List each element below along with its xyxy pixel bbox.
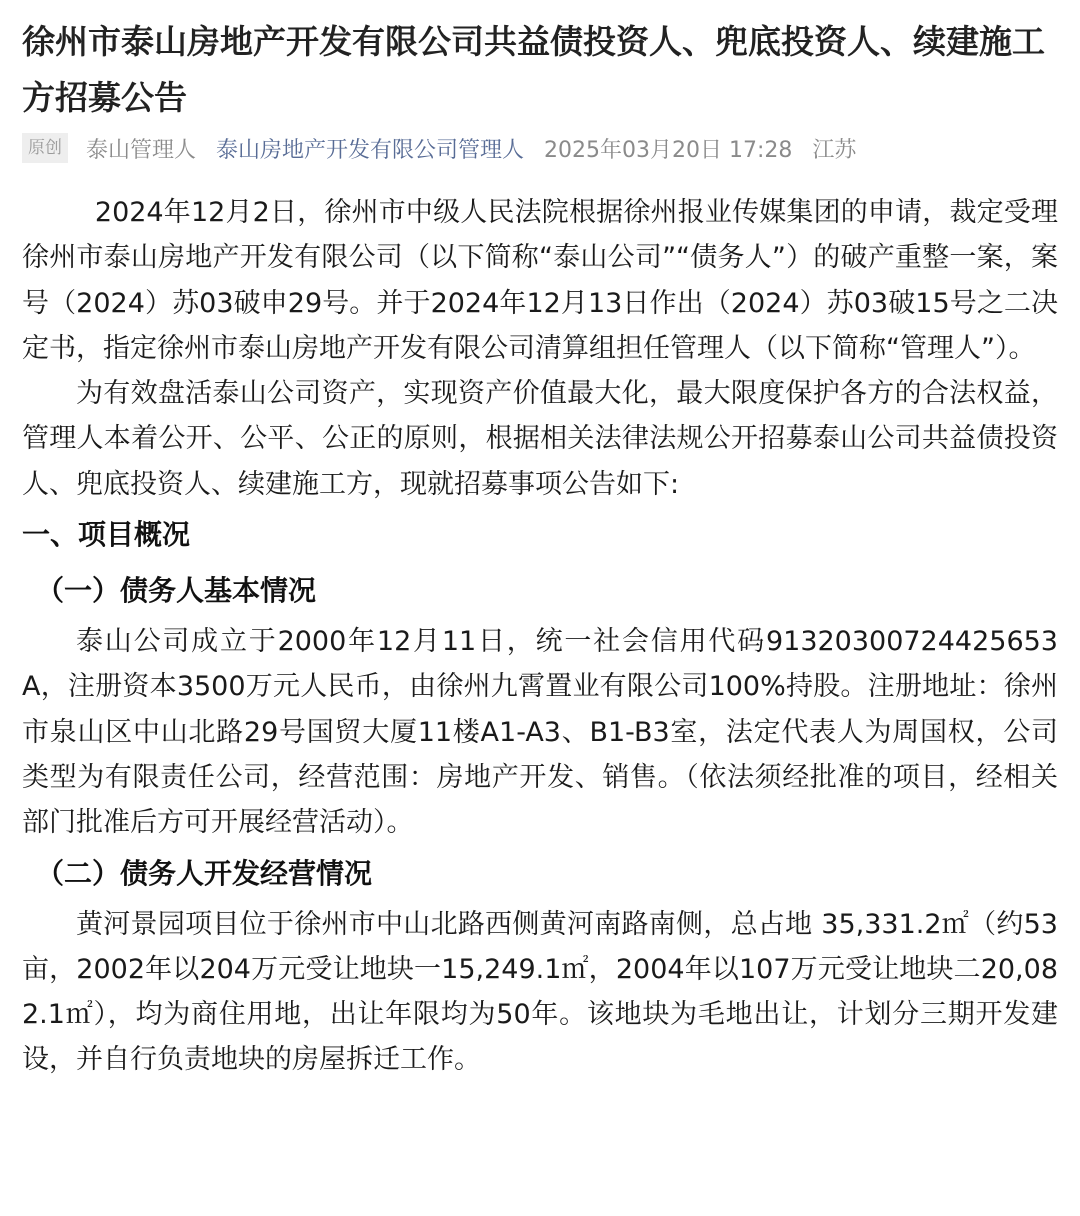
author-name: 泰山管理人 <box>86 137 197 163</box>
account-name-link[interactable]: 泰山房地产开发有限公司管理人 <box>216 137 525 163</box>
paragraph-2: 为有效盘活泰山公司资产，实现资产价值最大化，最大限度保护各方的合法权益，管理人本着公开、公平、公正的原则，根据相关法律法规公开招募泰山公司共益债投资人、兜底投资人、续建施工方，现就招募事项公告如下: <box>22 378 1058 500</box>
publish-time: 2025年03月20日 17:28 <box>544 137 793 163</box>
original-badge: 原创 <box>22 133 68 163</box>
paragraph-3: 泰山公司成立于2000年12月11日，统一社会信用代码91320300724425653A，注册资本3500万元人民币，由徐州九霄置业有限公司100%持股。注册地址：徐州市泉山区中山北路29号国贸大厦11楼A1-A3、B1-B3室，法定代表人为周国权，公司类型为有限责任公司，经营范围：房地产开发、销售。（依法须经批准的项目，经相关部门批准后方可开展经营活动）。 <box>22 626 1058 839</box>
publish-location: 江苏 <box>812 137 857 163</box>
subheading-debtor-operations: （二）债务人开发经营情况 <box>36 856 373 890</box>
section-heading-overview: 一、项目概况 <box>22 518 191 552</box>
article-body <box>22 190 1058 1083</box>
paragraph-1: 2024年12月2日，徐州市中级人民法院根据徐州报业传媒集团的申请，裁定受理徐州市泰山房地产开发有限公司（以下简称“泰山公司”“债务人”）的破产重整一案，案号（2024）苏03破申29号。并于2024年12月13日作出（2024）苏03破15号之二决定书，指定徐州市泰山房地产开发有限公司清算组担任管理人（以下简称“管理人”）。 <box>22 197 1058 364</box>
paragraph-4: 黄河景园项目位于徐州市中山北路西侧黄河南路南侧，总占地 35,331.2㎡（约53亩，2002年以204万元受让地块一15,249.1㎡，2004年以107万元受让地块二20,082.1㎡），均为商住用地，出让年限均为50年。该地块为毛地出让，计划分三期开发建设，并自行负责地块的房屋拆迁工作。 <box>22 908 1058 1076</box>
article-title: 徐州市泰山房地产开发有限公司共益债投资人、兜底投资人、续建施工方招募公告 <box>22 22 1045 117</box>
subheading-debtor-basics: （一）债务人基本情况 <box>36 574 317 608</box>
article-meta <box>22 128 1058 168</box>
